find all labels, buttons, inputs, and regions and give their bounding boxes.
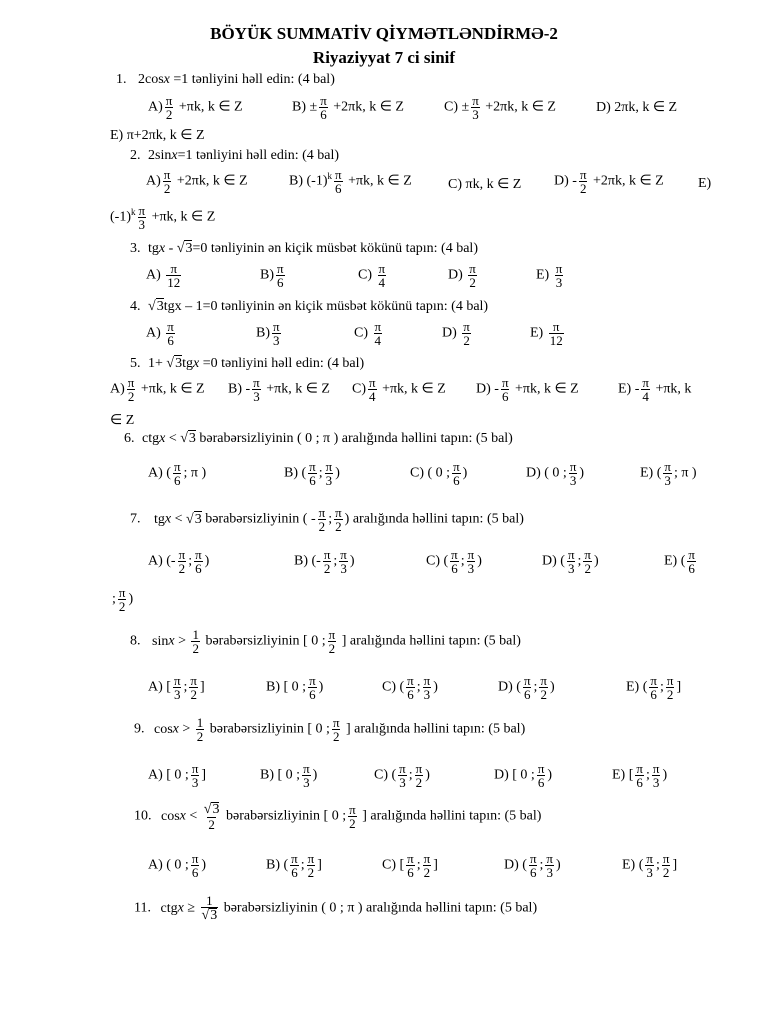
q2-option-e-label[interactable]: E) <box>698 176 712 191</box>
q2-option-b[interactable]: B) $(-1)^k$ $\frac{\pi}{6}$ +πk, k ∈ Z <box>289 167 412 196</box>
q4-option-c[interactable]: C) $\frac{\pi}{4}$ <box>354 319 382 348</box>
page-title: BÖYÜK SUMMATİV QİYMƏTLƏNDİRMƏ-2 <box>210 24 558 43</box>
q7-option-e-cont: ; $\frac{\pi}{2}$ ) <box>112 585 134 614</box>
q7-option-d[interactable]: D) ( $\frac{\pi}{3}$ ; $\frac{\pi}{2}$ ) <box>542 547 599 576</box>
q4-option-a[interactable]: A) $\frac{\pi}{6}$ <box>146 319 174 348</box>
q6-option-e[interactable]: E) ( $\frac{\pi}{3}$ ; π ) <box>640 459 697 488</box>
q1-option-c[interactable]: C) ± $\frac{\pi}{3}$ +2πk, k ∈ Z <box>444 93 556 122</box>
q1-option-a[interactable]: A) $\frac{\pi}{2}$ +πk, k ∈ Z <box>148 93 243 122</box>
function: 2cos <box>138 72 164 87</box>
q9-option-a[interactable]: A) [ 0 ; $\frac{\pi}{3}$ ] <box>148 761 207 790</box>
page-subtitle: Riyaziyyat 7 ci sinif <box>312 48 456 67</box>
q1-option-b[interactable]: B) ± $\frac{\pi}{6}$ +2πk, k ∈ Z <box>292 93 404 122</box>
question-11: 11. ctgx ≥ $\frac{1}{√3}$ bərabərsizliyinin ( 0 ; π ) aralığında həllini tapın: (5 bal) <box>134 893 538 923</box>
q7-option-e[interactable]: E) ( $\frac{\pi}{6}$ <box>664 547 695 576</box>
q5-option-b[interactable]: B) - $\frac{\pi}{3}$ +πk, k ∈ Z <box>228 375 330 404</box>
q8-option-d[interactable]: D) ( $\frac{\pi}{6}$ ; $\frac{\pi}{2}$ ) <box>498 673 555 702</box>
q10-option-d[interactable]: D) ( $\frac{\pi}{6}$ ; $\frac{\pi}{3}$ ) <box>504 851 561 880</box>
question-6: 6. ctgx < √3 bərabərsizliyinin ( 0 ; π ) aralığında həllini tapın: (5 bal) <box>124 431 513 446</box>
question-7: 7. tgx < √3 bərabərsizliyinin ( - $\frac{\pi}{2}$ ; $\frac{\pi}{2}$ ) aralığında həllini tapın: (5 bal) <box>130 505 524 534</box>
q2-option-d[interactable]: D) - $\frac{\pi}{2}$ +2πk, k ∈ Z <box>554 167 664 196</box>
q6-option-a[interactable]: A) ( $\frac{\pi}{6}$ ; π ) <box>148 459 207 488</box>
q1-option-e[interactable]: E) π+2πk, k ∈ Z <box>110 128 205 143</box>
variable: x <box>163 72 170 87</box>
q3-option-e[interactable]: E) $\frac{\pi}{3}$ <box>536 261 563 290</box>
q8-option-e[interactable]: E) ( $\frac{\pi}{6}$ ; $\frac{\pi}{2}$ ] <box>626 673 682 702</box>
q4-option-d[interactable]: D) $\frac{\pi}{2}$ <box>442 319 470 348</box>
q2-option-a[interactable]: A) $\frac{\pi}{2}$ +2πk, k ∈ Z <box>146 167 248 196</box>
q9-option-b[interactable]: B) [ 0 ; $\frac{\pi}{3}$ ) <box>260 761 318 790</box>
q10-option-c[interactable]: C) [ $\frac{\pi}{6}$ ; $\frac{\pi}{2}$ ] <box>382 851 438 880</box>
q2-option-c[interactable]: C) πk, k ∈ Z <box>448 177 522 192</box>
q6-option-b[interactable]: B) ( $\frac{\pi}{6}$ ; $\frac{\pi}{3}$ ) <box>284 459 340 488</box>
q5-option-e[interactable]: E) - $\frac{\pi}{4}$ +πk, k <box>618 375 692 404</box>
q7-option-a[interactable]: A) (- $\frac{\pi}{2}$ ; $\frac{\pi}{6}$ ) <box>148 547 210 576</box>
q5-option-e-cont: ∈ Z <box>110 413 135 428</box>
q10-option-e[interactable]: E) ( $\frac{\pi}{3}$ ; $\frac{\pi}{2}$ ] <box>622 851 678 880</box>
q4-option-b[interactable]: B) $\frac{\pi}{3}$ <box>256 319 280 348</box>
q6-option-c[interactable]: C) ( 0 ; $\frac{\pi}{6}$ ) <box>410 459 468 488</box>
q6-option-d[interactable]: D) ( 0 ; $\frac{\pi}{3}$ ) <box>526 459 585 488</box>
q8-option-a[interactable]: A) [ $\frac{\pi}{3}$ ; $\frac{\pi}{2}$ ] <box>148 673 205 702</box>
q2-option-e[interactable]: $(-1)^k$ $\frac{\pi}{3}$ +πk, k ∈ Z <box>110 203 216 232</box>
q5-option-d[interactable]: D) - $\frac{\pi}{6}$ +πk, k ∈ Z <box>476 375 579 404</box>
q7-option-c[interactable]: C) ( $\frac{\pi}{6}$ ; $\frac{\pi}{3}$ ) <box>426 547 482 576</box>
q3-option-c[interactable]: C) $\frac{\pi}{4}$ <box>358 261 386 290</box>
question-2: 2. 2sinx=1 tənliyini həll edin: (4 bal) <box>130 148 340 163</box>
fraction: $\frac{\pi}{2}$ <box>165 93 173 122</box>
question-10: 10. cosx < $\frac{√3}{2}$ bərabərsizliyinin [ 0 ; $\frac{\pi}{2}$ ] aralığında həllini tapın: (5 bal) <box>134 802 542 832</box>
fraction: $\frac{\pi}{6}$ <box>320 93 327 122</box>
q10-option-a[interactable]: A) ( 0 ; $\frac{\pi}{6}$ ) <box>148 851 207 880</box>
question-1 <box>116 72 335 88</box>
q3-option-d[interactable]: D) $\frac{\pi}{2}$ <box>448 261 476 290</box>
question-8: 8. sinx > $\frac{1}{2}$ bərabərsizliyinin [ 0 ; $\frac{\pi}{2}$ ] aralığında həllini tapın: (5 bal) <box>130 627 521 656</box>
q3-option-b[interactable]: B) $\frac{\pi}{6}$ <box>260 261 284 290</box>
question-3: 3. tgx - √3=0 tənliyinin ən kiçik müsbət kökünü tapın: (4 bal) <box>130 241 478 256</box>
q1-option-d[interactable]: D) 2πk, k ∈ Z <box>596 100 678 115</box>
fraction: $\frac{\pi}{3}$ <box>472 93 479 122</box>
sqrt: √3 <box>176 241 193 256</box>
q9-option-e[interactable]: E) [ $\frac{\pi}{6}$ ; $\frac{\pi}{3}$ ) <box>612 761 668 790</box>
q10-option-b[interactable]: B) ( $\frac{\pi}{6}$ ; $\frac{\pi}{2}$ ] <box>266 851 322 880</box>
q7-option-b[interactable]: B) (- $\frac{\pi}{2}$ ; $\frac{\pi}{3}$ ) <box>294 547 355 576</box>
question-4: 4. √3tgx – 1=0 tənliyinin ən kiçik müsbət kökünü tapın: (4 bal) <box>130 299 489 314</box>
q8-option-c[interactable]: C) ( $\frac{\pi}{6}$ ; $\frac{\pi}{3}$ ) <box>382 673 438 702</box>
q5-option-c[interactable]: C) $\frac{\pi}{4}$ +πk, k ∈ Z <box>352 375 446 404</box>
question-5: 5. 1+ √3tgx =0 tənliyini həll edin: (4 bal) <box>130 356 365 371</box>
q9-option-c[interactable]: C) ( $\frac{\pi}{3}$ ; $\frac{\pi}{2}$ ) <box>374 761 430 790</box>
q8-option-b[interactable]: B) [ 0 ; $\frac{\pi}{6}$ ) <box>266 673 324 702</box>
q4-option-e[interactable]: E) $\frac{\pi}{12}$ <box>530 319 563 348</box>
question-number: 1. <box>116 72 127 87</box>
question-9: 9. cosx > $\frac{1}{2}$ bərabərsizliyinin [ 0 ; $\frac{\pi}{2}$ ] aralığında həllini tapın: (5 bal) <box>134 715 526 744</box>
q9-option-d[interactable]: D) [ 0 ; $\frac{\pi}{6}$ ) <box>494 761 553 790</box>
q3-option-a[interactable]: A) $\frac{\pi}{12}$ <box>146 261 181 290</box>
q5-option-a[interactable]: A) $\frac{\pi}{2}$ +πk, k ∈ Z <box>110 375 205 404</box>
question-text: =1 tənliyini həll edin: (4 bal) <box>169 72 335 87</box>
